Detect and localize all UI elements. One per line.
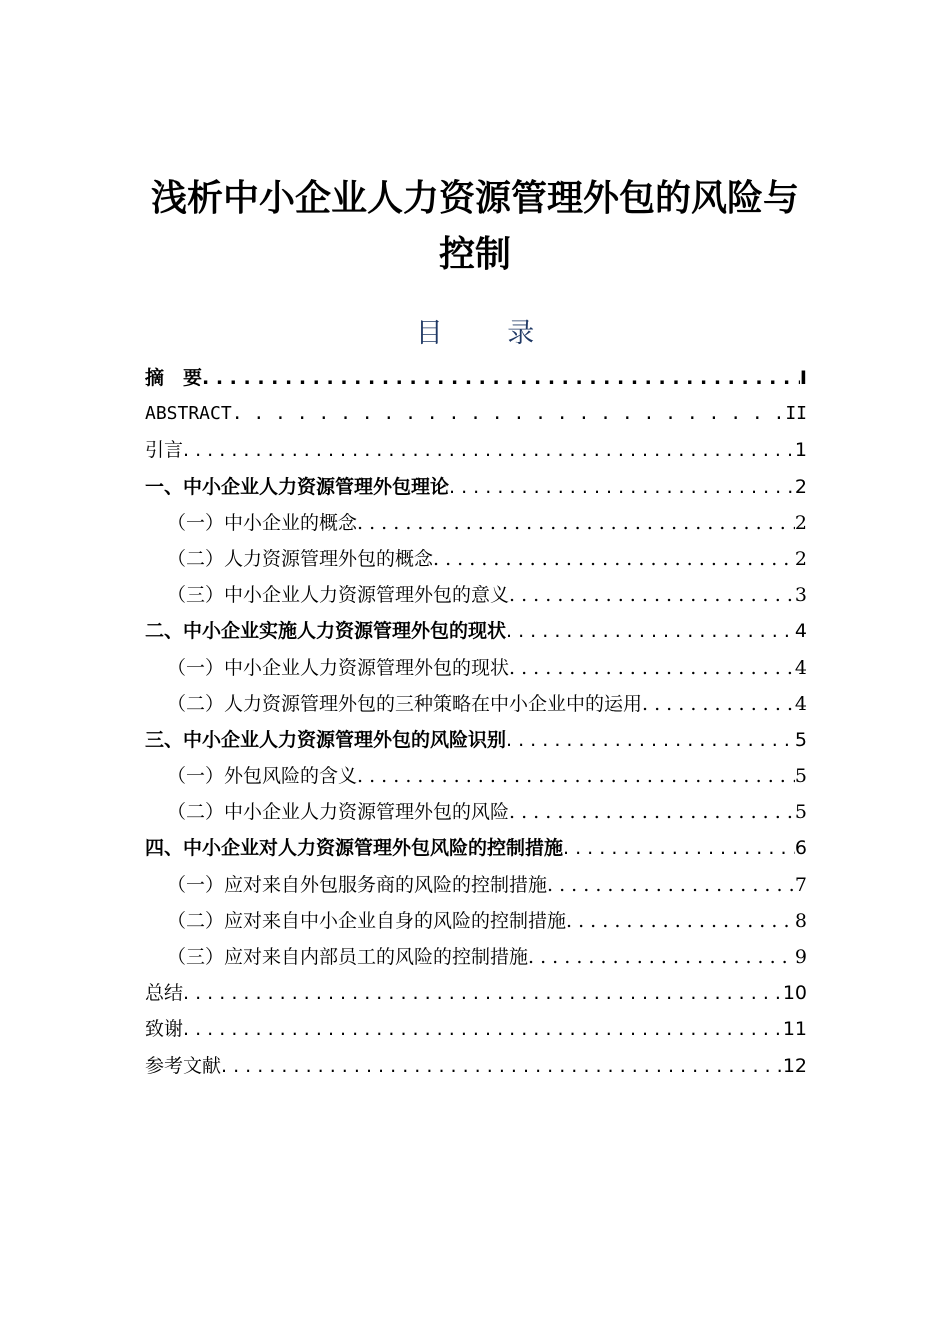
toc-entry[interactable] [145, 613, 807, 649]
toc-entry-page-number: 5 [794, 801, 807, 824]
toc-entry-label: （一）外包风险的含义 [167, 765, 358, 788]
toc-entry[interactable] [145, 830, 807, 866]
toc-entry-page-number: 10 [782, 982, 807, 1005]
toc-entry-page-number: 5 [794, 728, 807, 751]
toc-dot-leader [357, 758, 795, 794]
toc-entry-page-number: 2 [794, 511, 807, 534]
toc-dot-leader [433, 541, 795, 577]
document-title-line-1: 浅析中小企业人力资源管理外包的风险与 [150, 177, 799, 219]
toc-dot-leader [506, 722, 795, 758]
toc-entry-page-number: II [785, 403, 807, 425]
toc-entry[interactable] [145, 650, 807, 686]
toc-entry-page-number: 5 [794, 765, 807, 788]
toc-entry-page-number: 3 [794, 584, 807, 607]
toc-heading: 目 录 [415, 318, 563, 349]
toc-entry[interactable] [145, 975, 807, 1011]
toc-entry[interactable] [145, 722, 807, 758]
toc-entry-page-number: I [799, 367, 807, 389]
toc-entry-label: 总结 [145, 982, 184, 1005]
toc-entry-label: （三）应对来自内部员工的风险的控制措施 [167, 946, 529, 968]
toc-entry-label: （二）人力资源管理外包的概念 [167, 547, 434, 570]
document-title [0, 170, 950, 282]
toc-entry[interactable] [145, 686, 807, 722]
toc-entry-page-number: 4 [794, 692, 807, 715]
toc-dot-leader [449, 469, 795, 505]
toc-dot-leader [357, 505, 795, 541]
toc-entry[interactable] [145, 1048, 807, 1084]
document-title-line-2: 控制 [438, 233, 511, 275]
toc-dot-leader [202, 360, 800, 396]
toc-entry-page-number: 6 [794, 837, 807, 860]
toc-dot-leader [221, 1048, 783, 1084]
toc-entry[interactable] [145, 505, 807, 541]
toc-entry-label: ABSTRACT [145, 403, 232, 425]
toc-entry-label: （二）应对来自中小企业自身的风险的控制措施 [167, 909, 567, 932]
toc-dot-leader [232, 396, 786, 432]
toc-entry-label: 一、中小企业人力资源管理外包理论 [145, 475, 450, 498]
toc-entry-label: （三）中小企业人力资源管理外包的意义 [167, 584, 510, 607]
toc-entry-page-number: 2 [794, 475, 807, 498]
toc-entry-label: 致谢 [145, 1018, 184, 1041]
toc-entry[interactable] [145, 432, 807, 468]
toc-entry-page-number: 4 [794, 656, 807, 679]
toc-entry-label: 参考文献 [145, 1054, 222, 1077]
toc-entry-label: （二）人力资源管理外包的三种策略在中小企业中的运用 [167, 692, 643, 715]
toc-entry[interactable] [145, 939, 807, 975]
toc-dot-leader [563, 830, 795, 866]
toc-entry-page-number: 1 [794, 439, 807, 462]
toc-entry-label: （二）中小企业人力资源管理外包的风险 [167, 801, 510, 824]
toc-entry[interactable] [145, 469, 807, 505]
toc-entry[interactable] [145, 577, 807, 613]
toc-entry-label: （一）中小企业的概念 [167, 511, 358, 534]
toc-entry[interactable] [145, 794, 807, 830]
toc-entry-page-number: 8 [794, 909, 807, 932]
table-of-contents [145, 360, 807, 1084]
toc-entry[interactable] [145, 903, 807, 939]
toc-entry[interactable] [145, 1011, 807, 1047]
toc-dot-leader [506, 613, 795, 649]
toc-entry-label: 三、中小企业人力资源管理外包的风险识别 [145, 728, 507, 751]
toc-entry[interactable] [145, 758, 807, 794]
toc-entry-page-number: 2 [794, 547, 807, 570]
toc-entry-page-number: 4 [794, 620, 807, 643]
toc-entry-label: 摘 要 [145, 367, 203, 389]
toc-dot-leader [183, 975, 783, 1011]
toc-entry[interactable] [145, 360, 807, 396]
toc-dot-leader [642, 686, 795, 722]
toc-entry-label: 二、中小企业实施人力资源管理外包的现状 [145, 620, 507, 643]
toc-entry-page-number: 12 [782, 1054, 807, 1077]
toc-entry-page-number: 11 [782, 1018, 807, 1041]
toc-dot-leader [509, 650, 795, 686]
toc-entry-page-number: 9 [794, 946, 807, 968]
toc-entry-page-number: 7 [794, 873, 807, 896]
toc-entry-label: 引言 [145, 439, 184, 462]
toc-dot-leader [509, 794, 795, 830]
toc-entry-label: （一）应对来自外包服务商的风险的控制措施 [167, 873, 548, 896]
toc-entry-label: （一）中小企业人力资源管理外包的现状 [167, 656, 510, 679]
toc-dot-leader [547, 867, 795, 903]
toc-entry-label: 四、中小企业对人力资源管理外包风险的控制措施 [145, 837, 564, 860]
toc-entry[interactable] [145, 867, 807, 903]
toc-dot-leader [509, 577, 795, 613]
toc-entry[interactable] [145, 396, 807, 432]
toc-dot-leader [183, 432, 795, 468]
toc-entry[interactable] [145, 541, 807, 577]
toc-dot-leader [566, 903, 795, 939]
toc-dot-leader [183, 1011, 783, 1047]
toc-dot-leader [528, 939, 795, 975]
